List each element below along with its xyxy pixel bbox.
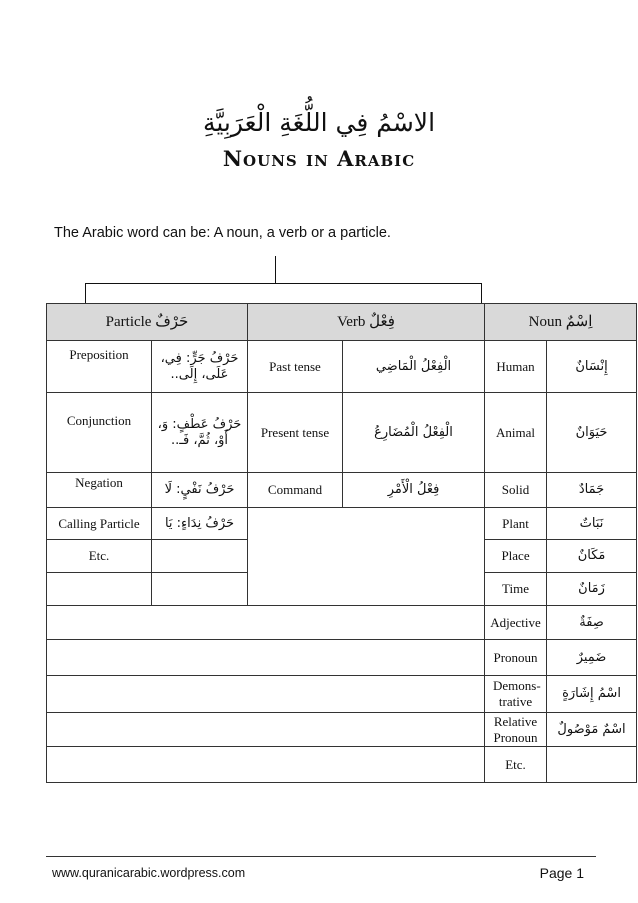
noun-ar: مَكَانٌ — [547, 540, 637, 573]
tree-bar — [85, 283, 482, 284]
tree-stem — [275, 256, 276, 284]
word-types-table — [46, 303, 637, 783]
particle-en: Negation — [47, 473, 152, 508]
verb-empty — [248, 540, 485, 573]
verb-ar: فِعْلُ الْأَمْرِ — [343, 473, 485, 508]
noun-ar: اسْمٌ مَوْصُولٌ — [547, 713, 637, 747]
table-row — [47, 676, 637, 713]
intro-text: The Arabic word can be: A noun, a verb or a particle. — [54, 225, 391, 241]
table-row — [47, 540, 637, 573]
footer-divider — [46, 856, 596, 857]
header-noun: Noun اِسْمٌ — [485, 304, 637, 341]
noun-en: Adjective — [485, 606, 547, 640]
verb-empty — [248, 508, 485, 540]
table-row — [47, 393, 637, 473]
particle-en: Preposition — [47, 341, 152, 393]
verb-ar: الْفِعْلُ الْمُضَارِعُ — [343, 393, 485, 473]
noun-ar: جَمَادٌ — [547, 473, 637, 508]
noun-en: Solid — [485, 473, 547, 508]
empty-cell — [47, 747, 485, 783]
particle-ar: حَرْفُ عَطْفٍ: وَ، أَوْ، ثُمَّ، فَـ.. — [152, 393, 248, 473]
noun-en: Place — [485, 540, 547, 573]
verb-empty — [248, 573, 485, 606]
table-row — [47, 473, 637, 508]
header-particle: Particle حَرْفٌ — [47, 304, 248, 341]
noun-en: Plant — [485, 508, 547, 540]
noun-ar: زَمَانٌ — [547, 573, 637, 606]
noun-en: Demons-trative — [485, 676, 547, 713]
noun-ar: ضَمِيرٌ — [547, 640, 637, 676]
noun-en: Human — [485, 341, 547, 393]
noun-en: Animal — [485, 393, 547, 473]
table-row — [47, 573, 637, 606]
table-header-row — [47, 304, 637, 341]
verb-en: Command — [248, 473, 343, 508]
tree-right-branch — [481, 283, 482, 303]
footer-page-number: Page 1 — [539, 865, 584, 881]
noun-en: Time — [485, 573, 547, 606]
table-row — [47, 640, 637, 676]
noun-ar: صِفَةٌ — [547, 606, 637, 640]
table-row — [47, 606, 637, 640]
particle-ar: حَرْفُ نِدَاءٍ: يَا — [152, 508, 248, 540]
empty-cell — [47, 640, 485, 676]
title-english: Nouns in Arabic — [222, 146, 416, 171]
footer-website[interactable]: www.quranicarabic.wordpress.com — [52, 866, 246, 880]
noun-en: Etc. — [485, 747, 547, 783]
noun-ar: نَبَاتٌ — [547, 508, 637, 540]
noun-ar: حَيَوَانٌ — [547, 393, 637, 473]
empty-cell — [47, 676, 485, 713]
verb-ar: الْفِعْلُ الْمَاضِي — [343, 341, 485, 393]
empty-cell — [547, 747, 637, 783]
noun-en: Relative Pronoun — [485, 713, 547, 747]
table-row — [47, 713, 637, 747]
particle-en: Etc. — [47, 540, 152, 573]
table-row — [47, 747, 637, 783]
particle-en: Calling Particle — [47, 508, 152, 540]
table-row — [47, 341, 637, 393]
particle-ar — [152, 540, 248, 573]
empty-cell — [152, 573, 248, 606]
particle-en: Conjunction — [47, 393, 152, 473]
tree-left-branch — [85, 283, 86, 303]
empty-cell — [47, 606, 485, 640]
noun-ar: إِنْسَانٌ — [547, 341, 637, 393]
empty-cell — [47, 713, 485, 747]
header-verb: Verb فِعْلٌ — [248, 304, 485, 341]
verb-en: Past tense — [248, 341, 343, 393]
empty-cell — [47, 573, 152, 606]
particle-ar: حَرْفُ جَرٍّ: فِي، عَلَى، إِلَى.. — [152, 341, 248, 393]
particle-ar: حَرْفُ نَفْيٍ: لَا — [152, 473, 248, 508]
noun-en: Pronoun — [485, 640, 547, 676]
table-row — [47, 508, 637, 540]
title-arabic: الاسْمُ فِي اللُّغَةِ الْعَرَبِيَّةِ — [202, 108, 436, 137]
verb-en: Present tense — [248, 393, 343, 473]
noun-ar: اسْمُ إِشَارَةٍ — [547, 676, 637, 713]
